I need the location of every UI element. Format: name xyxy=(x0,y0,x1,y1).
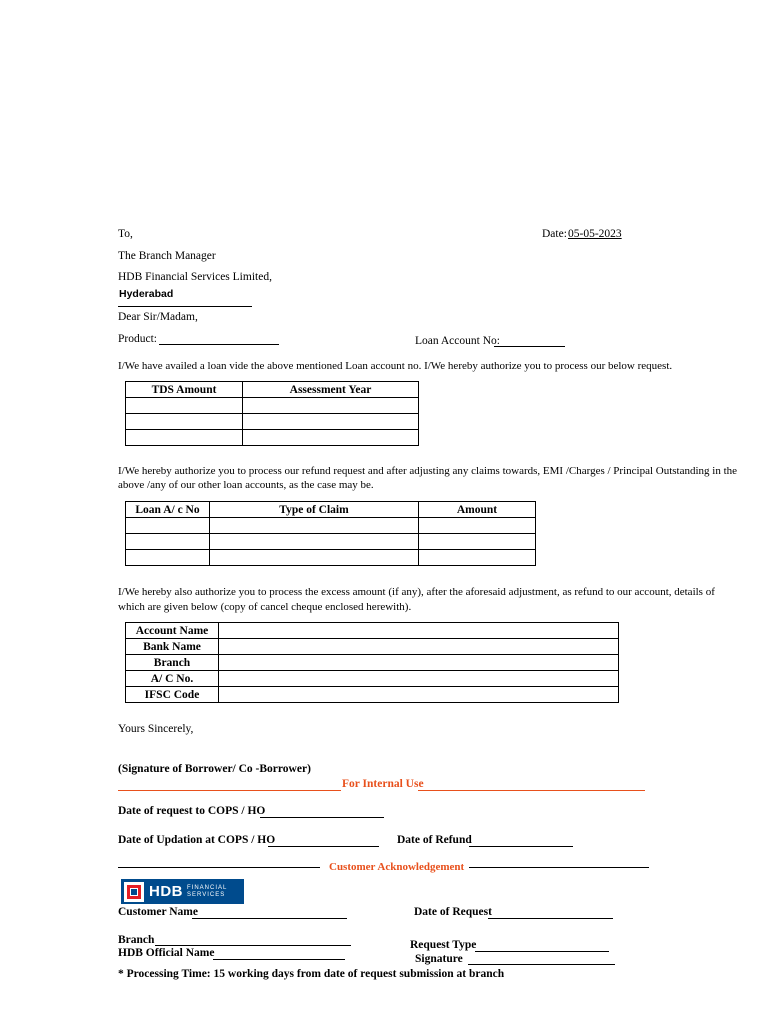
table-row xyxy=(126,398,419,414)
date-request-cops-label: Date of request to COPS / HO xyxy=(118,805,266,817)
city-field[interactable]: Hyderabad xyxy=(119,288,174,300)
product-label: Product: xyxy=(118,333,157,345)
table-cell[interactable] xyxy=(126,414,243,430)
table-row xyxy=(126,518,536,534)
branch-label: Branch xyxy=(126,655,219,671)
account-name-field[interactable] xyxy=(219,623,619,639)
table-cell[interactable] xyxy=(210,518,419,534)
ac-no-field[interactable] xyxy=(219,671,619,687)
branch-field[interactable] xyxy=(219,655,619,671)
date-updation-field[interactable] xyxy=(268,846,379,847)
loan-ac-no-header: Loan A/ c No xyxy=(126,502,210,518)
official-name-field[interactable] xyxy=(213,959,345,960)
refund-paragraph-line2: above /any of our other loan accounts, as the case may be. xyxy=(118,479,374,491)
to-label: To, xyxy=(118,228,133,240)
divider-line xyxy=(118,867,320,868)
date-request-cops-field[interactable] xyxy=(260,817,384,818)
signature-ack-field[interactable] xyxy=(468,964,615,965)
signature-label: (Signature of Borrower/ Co -Borrower) xyxy=(118,763,311,775)
loan-account-field[interactable] xyxy=(494,346,565,347)
divider-line xyxy=(118,790,341,791)
table-row xyxy=(126,687,619,703)
table-cell[interactable] xyxy=(126,534,210,550)
account-name-label: Account Name xyxy=(126,623,219,639)
branch-ack-field[interactable] xyxy=(155,945,351,946)
table-cell[interactable] xyxy=(419,550,536,566)
processing-time-note: * Processing Time: 15 working days from date of request submission at branch xyxy=(118,968,505,980)
ac-no-label: A/ C No. xyxy=(126,671,219,687)
bank-name-label: Bank Name xyxy=(126,639,219,655)
salutation: Dear Sir/Madam, xyxy=(118,311,198,323)
table-row xyxy=(126,639,619,655)
date-refund-field[interactable] xyxy=(469,846,573,847)
official-name-label: HDB Official Name xyxy=(118,947,215,959)
company-name: HDB Financial Services Limited, xyxy=(118,271,272,283)
table-cell[interactable] xyxy=(419,534,536,550)
excess-paragraph-line1: I/We hereby also authorize you to process the excess amount (if any), after the aforesaid adjustment, as refund to our account, details of xyxy=(118,586,715,598)
ifsc-code-label: IFSC Code xyxy=(126,687,219,703)
date-of-request-label: Date of Request xyxy=(414,906,492,918)
city-underline xyxy=(118,306,252,307)
table-cell[interactable] xyxy=(126,398,243,414)
table-row xyxy=(126,534,536,550)
table-row xyxy=(126,414,419,430)
customer-name-label: Customer Name xyxy=(118,906,198,918)
hdb-logo xyxy=(121,879,244,904)
loan-account-label: Loan Account No: xyxy=(415,335,500,347)
table-cell[interactable] xyxy=(419,518,536,534)
intro-paragraph: I/We have availed a loan vide the above mentioned Loan account no. I/We hereby authorize you to process our below request. xyxy=(118,360,673,372)
request-type-label: Request Type xyxy=(410,939,477,951)
table-row xyxy=(126,671,619,687)
yours-sincerely: Yours Sincerely, xyxy=(118,723,194,735)
amount-header: Amount xyxy=(419,502,536,518)
table-cell[interactable] xyxy=(126,550,210,566)
table-row xyxy=(126,550,536,566)
logo-subtext: FINANCIAL SERVICES xyxy=(187,884,228,898)
table-row xyxy=(126,430,419,446)
branch-ack-label: Branch xyxy=(118,934,155,946)
internal-use-title: For Internal Use xyxy=(342,778,424,790)
divider-line xyxy=(469,867,649,868)
request-type-field[interactable] xyxy=(475,951,609,952)
refund-paragraph-line1: I/We hereby authorize you to process our refund request and after adjusting any claims towards, EMI /Charges / Principal Outstanding in the xyxy=(118,465,738,477)
table-cell[interactable] xyxy=(210,550,419,566)
logo-text: HDB xyxy=(149,883,183,900)
logo-mark-icon xyxy=(124,882,144,902)
table-cell[interactable] xyxy=(243,414,419,430)
assessment-year-header: Assessment Year xyxy=(243,382,419,398)
table-cell[interactable] xyxy=(243,430,419,446)
table-cell[interactable] xyxy=(126,430,243,446)
date-of-request-field[interactable] xyxy=(488,918,613,919)
addressee: The Branch Manager xyxy=(118,250,216,262)
table-cell[interactable] xyxy=(243,398,419,414)
excess-paragraph-line2: which are given below (copy of cancel cheque enclosed herewith). xyxy=(118,601,412,613)
table-cell[interactable] xyxy=(126,518,210,534)
type-of-claim-header: Type of Claim xyxy=(210,502,419,518)
product-field[interactable] xyxy=(159,344,279,345)
tds-table xyxy=(125,381,419,446)
date-label: Date: xyxy=(542,228,567,240)
tds-amount-header: TDS Amount xyxy=(126,382,243,398)
customer-name-field[interactable] xyxy=(192,918,347,919)
divider-line xyxy=(418,790,645,791)
table-row xyxy=(126,655,619,671)
date-value: 05-05-2023 xyxy=(568,228,622,240)
signature-ack-label: Signature xyxy=(415,953,463,965)
acknowledgement-title: Customer Acknowledgement xyxy=(329,861,465,873)
date-refund-label: Date of Refund xyxy=(397,834,472,846)
date-updation-label: Date of Updation at COPS / HO xyxy=(118,834,276,846)
ifsc-code-field[interactable] xyxy=(219,687,619,703)
bank-details-table xyxy=(125,622,619,703)
claim-table xyxy=(125,501,536,566)
table-row xyxy=(126,623,619,639)
table-cell[interactable] xyxy=(210,534,419,550)
bank-name-field[interactable] xyxy=(219,639,619,655)
